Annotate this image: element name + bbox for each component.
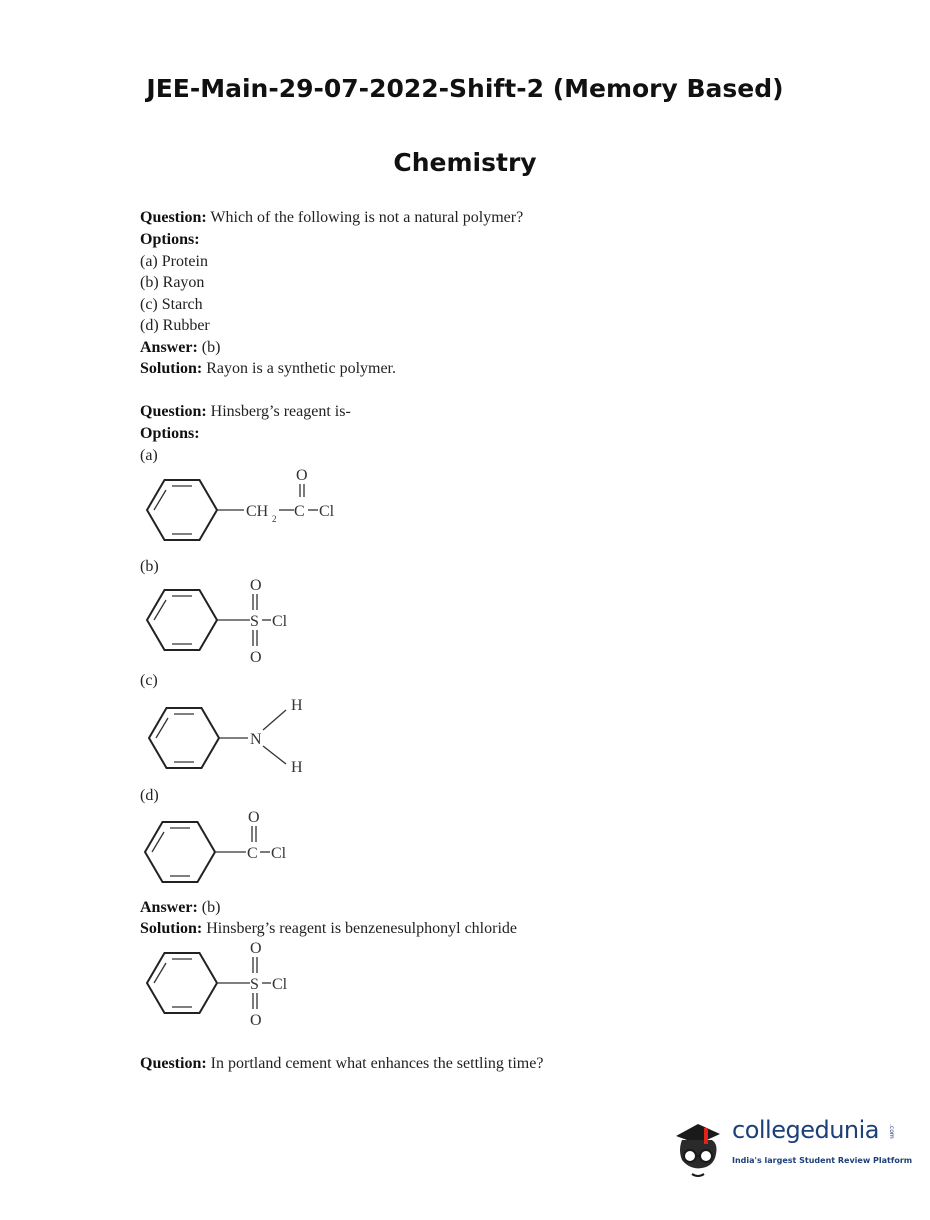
- benzene-ring: [147, 953, 217, 1013]
- q2-answer: (b): [201, 899, 221, 916]
- subject-heading: Chemistry: [393, 148, 537, 177]
- oxygen-top-label: O: [250, 940, 262, 957]
- q2-option-d-label: (d): [140, 787, 159, 804]
- nitrogen-label: N: [250, 731, 262, 748]
- q1-option-c: (c) Starch: [140, 296, 203, 313]
- sulfur-label: S: [250, 613, 259, 630]
- carbonyl-carbon-label: C: [247, 845, 258, 862]
- oxygen-bottom-label: O: [250, 649, 262, 666]
- benzene-ring: [145, 822, 215, 882]
- logo-tagline: India's largest Student Review Platform: [732, 1156, 913, 1165]
- structure-phenylacetyl-chloride: [138, 464, 358, 544]
- q2-text: Hinsberg’s reagent is-: [210, 403, 351, 420]
- chlorine-label: Cl: [272, 613, 288, 630]
- q2-answer-line: Answer: (b): [140, 899, 221, 916]
- q3-question-line: Question: In portland cement what enhances the settling time?: [140, 1055, 544, 1072]
- q1-answer-line: Answer: (b): [140, 339, 221, 356]
- q2-solution-line: Solution: Hinsberg’s reagent is benzenesulphonyl chloride: [140, 920, 517, 937]
- oxygen-label: O: [248, 809, 260, 826]
- oxygen-bottom-label: O: [250, 1012, 262, 1029]
- logo-com: .com: [888, 1124, 895, 1139]
- hydrogen-top-label: H: [291, 697, 303, 714]
- question-label: Question:: [140, 209, 207, 226]
- structure-benzenesulphonyl-chloride-solution: [138, 935, 358, 1033]
- structure-benzenesulphonyl-chloride-option: [138, 572, 358, 670]
- q1-solution: Rayon is a synthetic polymer.: [206, 360, 396, 377]
- ch2-label: CH: [246, 503, 269, 520]
- oxygen-label: O: [296, 467, 308, 484]
- q1-text: Which of the following is not a natural polymer?: [210, 209, 524, 226]
- q2-solution: Hinsberg’s reagent is benzenesulphonyl chloride: [206, 920, 517, 937]
- mascot-icon: [668, 1112, 732, 1182]
- chlorine-label: Cl: [272, 976, 288, 993]
- q1-option-a: (a) Protein: [140, 253, 208, 270]
- collegedunia-logo: [668, 1112, 913, 1182]
- q1-solution-line: Solution: Rayon is a synthetic polymer.: [140, 360, 396, 377]
- q2-option-c-label: (c): [140, 672, 158, 689]
- q3-text: In portland cement what enhances the settling time?: [210, 1055, 544, 1072]
- benzene-ring: [147, 480, 217, 540]
- q1-question-line: [140, 208, 523, 228]
- oxygen-top-label: O: [250, 577, 262, 594]
- q2-option-b-label: (b): [140, 558, 159, 575]
- exam-title: JEE-Main-29-07-2022-Shift-2 (Memory Based): [146, 74, 784, 103]
- benzene-ring: [147, 590, 217, 650]
- q1-answer: (b): [201, 339, 221, 356]
- hydrogen-bottom-label: H: [291, 759, 303, 776]
- chlorine-label: Cl: [271, 845, 287, 862]
- q2-options-label: Options:: [140, 425, 200, 442]
- logo-wordmark: collegedunia: [732, 1116, 880, 1144]
- benzene-ring: [149, 708, 219, 768]
- ch2-subscript: 2: [272, 514, 277, 524]
- sulfur-label: S: [250, 976, 259, 993]
- q1-options-label: Options:: [140, 231, 200, 248]
- q1-option-b: (b) Rayon: [140, 274, 205, 291]
- structure-aniline: [138, 690, 358, 782]
- q2-option-a-label: (a): [140, 447, 158, 464]
- chlorine-label: Cl: [319, 503, 335, 520]
- q2-question-line: Question: Hinsberg’s reagent is-: [140, 403, 351, 420]
- structure-benzoyl-chloride: [138, 804, 358, 890]
- carbonyl-carbon-label: C: [294, 503, 305, 520]
- q1-option-d: (d) Rubber: [140, 317, 210, 334]
